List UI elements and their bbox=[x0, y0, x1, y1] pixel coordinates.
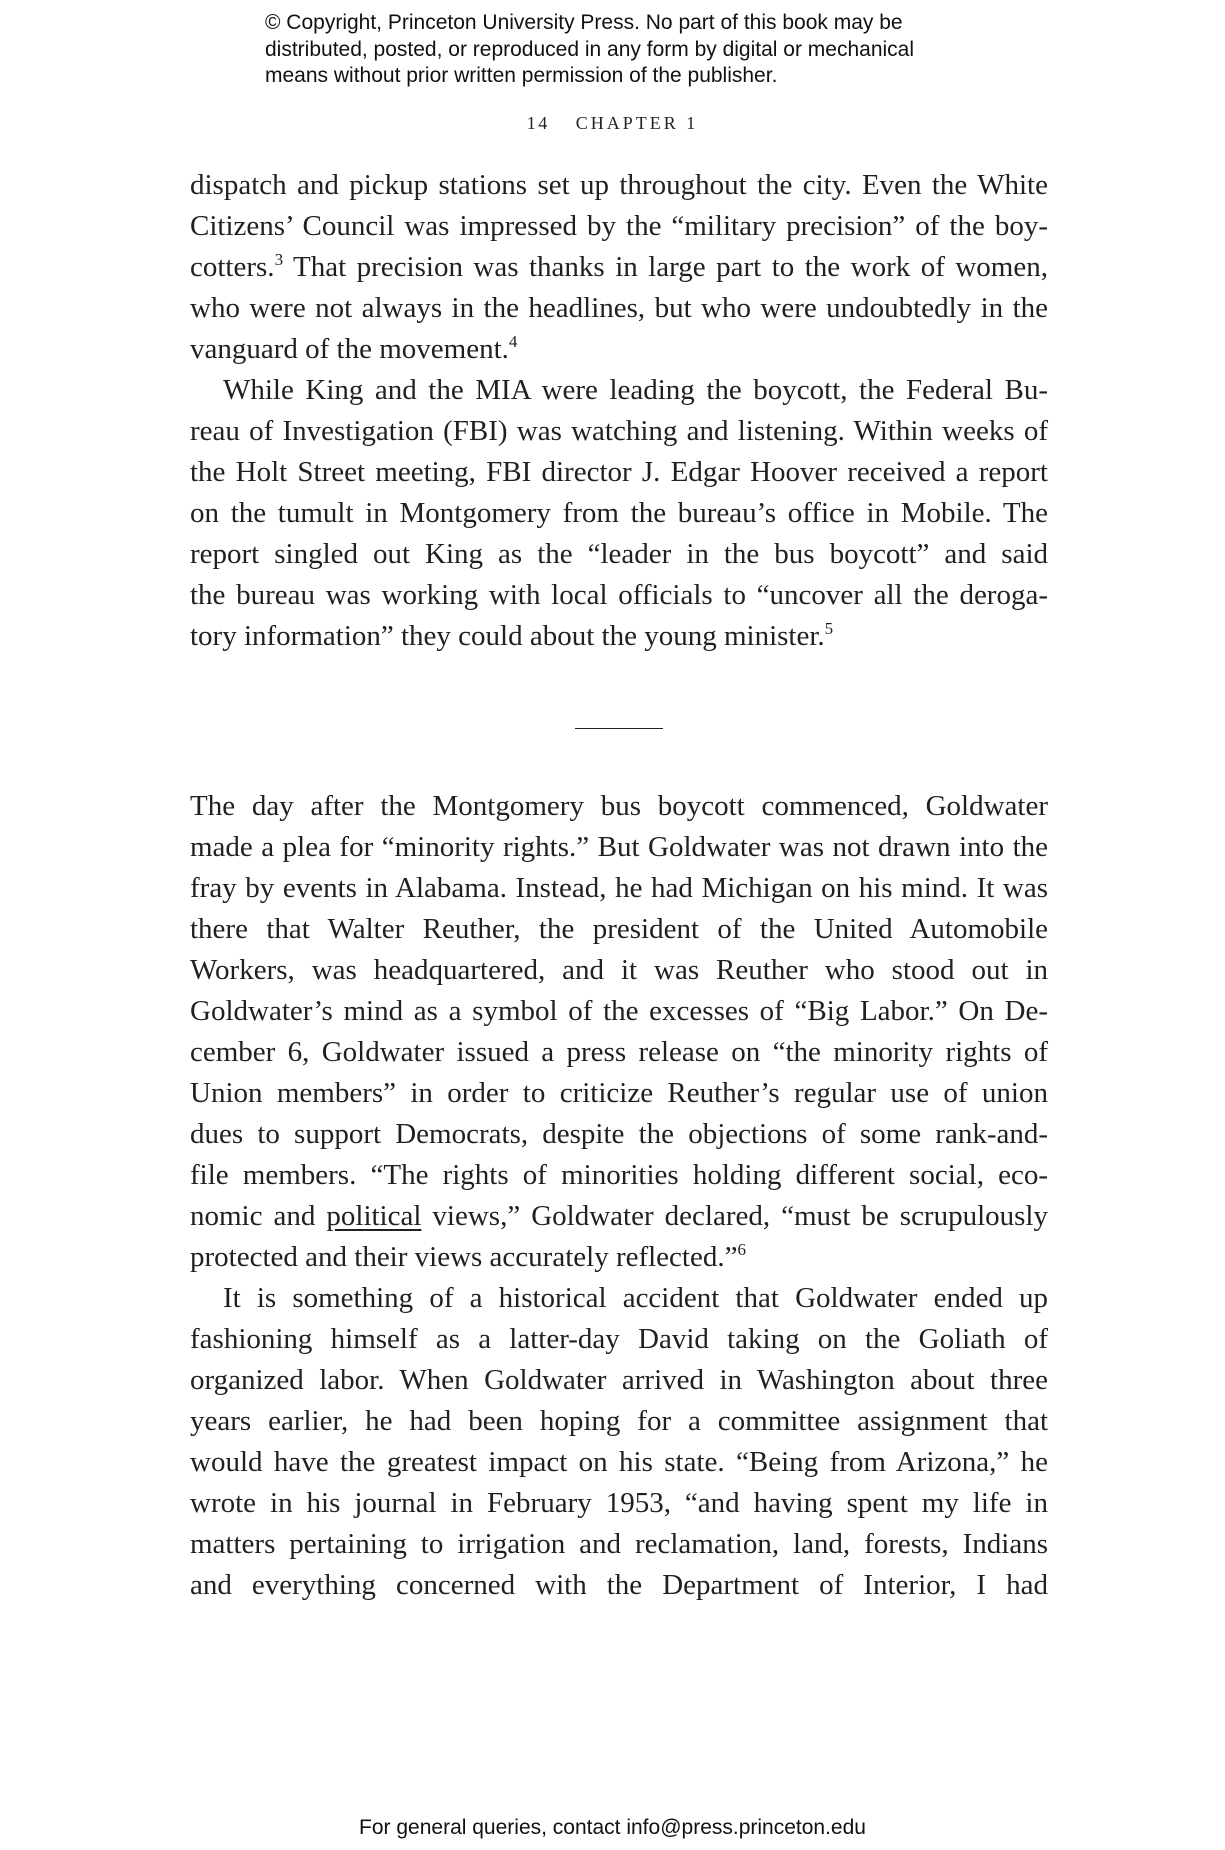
text-line: on the tumult in Montgomery from the bureau’s office in Mobile. The bbox=[190, 497, 1048, 529]
text-line: The day after the Montgomery bus boycott commenced, Goldwater bbox=[190, 790, 1048, 822]
text-line: It is something of a historical accident that Goldwater ended up bbox=[223, 1282, 1048, 1314]
copyright-line: © Copyright, Princeton University Press. No part of this book may be bbox=[265, 11, 903, 34]
copyright-line: means without prior written permission of the publisher. bbox=[265, 64, 778, 87]
text-line: reau of Investigation (FBI) was watching and listening. Within weeks of bbox=[190, 415, 1048, 447]
text-line: report singled out King as the “leader in the bus boycott” and said bbox=[190, 538, 1048, 570]
section-divider bbox=[575, 728, 663, 729]
text-line: dues to support Democrats, despite the objections of some rank-and- bbox=[190, 1118, 1048, 1150]
copyright-line: distributed, posted, or reproduced in any form by digital or mechanical bbox=[265, 37, 915, 61]
text-line: the Holt Street meeting, FBI director J. Edgar Hoover received a report bbox=[190, 456, 1048, 488]
footnote-ref: 5 bbox=[824, 619, 834, 638]
text-line: cotters.$^3$ That precision was thanks in large part to the work of women, bbox=[190, 250, 1048, 283]
footnote-ref: 6 bbox=[737, 1240, 746, 1259]
text-line: years earlier, he had been hoping for a committee assignment that bbox=[190, 1405, 1048, 1437]
text-line: Citizens’ Council was impressed by the “military precision” of the boy- bbox=[190, 210, 1048, 242]
text-line: wrote in his journal in February 1953, “and having spent my life in bbox=[190, 1487, 1048, 1519]
text-line: nomic and political views,” Goldwater declared, “must be scrupulously bbox=[190, 1200, 1048, 1232]
text-line: would have the greatest impact on his state. “Being from Arizona,” he bbox=[190, 1446, 1048, 1478]
text-line: tory information” they could about the young minister.$^5$ bbox=[190, 619, 834, 652]
text-line: and everything concerned with the Department of Interior, I had bbox=[190, 1569, 1048, 1601]
text-line: matters pertaining to irrigation and reclamation, land, forests, Indians bbox=[190, 1528, 1048, 1560]
chapter-label: CHAPTER 1 bbox=[575, 113, 699, 133]
body-text-bottom bbox=[190, 786, 1048, 1606]
text-line: organized labor. When Goldwater arrived in Washington about three bbox=[190, 1364, 1048, 1396]
text-line: fashioning himself as a latter-day David taking on the Goliath of bbox=[190, 1323, 1048, 1355]
text-line: protected and their views accurately reflected.”$^6$ bbox=[190, 1240, 746, 1273]
text-line: vanguard of the movement.$^4$ bbox=[190, 332, 518, 365]
page-number: 14 bbox=[526, 113, 550, 133]
body-text-top bbox=[190, 165, 1048, 657]
underlined-word: political bbox=[326, 1200, 422, 1232]
text-line: Workers, was headquartered, and it was Reuther who stood out in bbox=[190, 954, 1048, 986]
text-line: fray by events in Alabama. Instead, he had Michigan on his mind. It was bbox=[190, 872, 1048, 904]
footer-contact: For general queries, contact info@press.princeton.edu bbox=[359, 1816, 866, 1839]
text-line: cember 6, Goldwater issued a press release on “the minority rights of bbox=[190, 1036, 1048, 1068]
copyright-notice bbox=[265, 10, 1025, 90]
footnote-ref: 3 bbox=[274, 250, 284, 269]
text-line: file members. “The rights of minorities holding different social, eco- bbox=[190, 1159, 1048, 1191]
text-line: there that Walter Reuther, the president of the United Automobile bbox=[190, 913, 1048, 945]
footnote-ref: 4 bbox=[508, 332, 518, 351]
text-line: Union members” in order to criticize Reuther’s regular use of union bbox=[190, 1077, 1048, 1109]
text-line: the bureau was working with local officials to “uncover all the deroga- bbox=[190, 579, 1048, 611]
running-head bbox=[0, 113, 1225, 134]
text-line: who were not always in the headlines, but who were undoubtedly in the bbox=[190, 292, 1048, 324]
text-line: made a plea for “minority rights.” But Goldwater was not drawn into the bbox=[190, 831, 1048, 863]
text-line: dispatch and pickup stations set up throughout the city. Even the White bbox=[190, 169, 1048, 201]
text-line: While King and the MIA were leading the boycott, the Federal Bu- bbox=[223, 374, 1048, 406]
text-line: Goldwater’s mind as a symbol of the excesses of “Big Labor.” On De- bbox=[190, 995, 1048, 1027]
